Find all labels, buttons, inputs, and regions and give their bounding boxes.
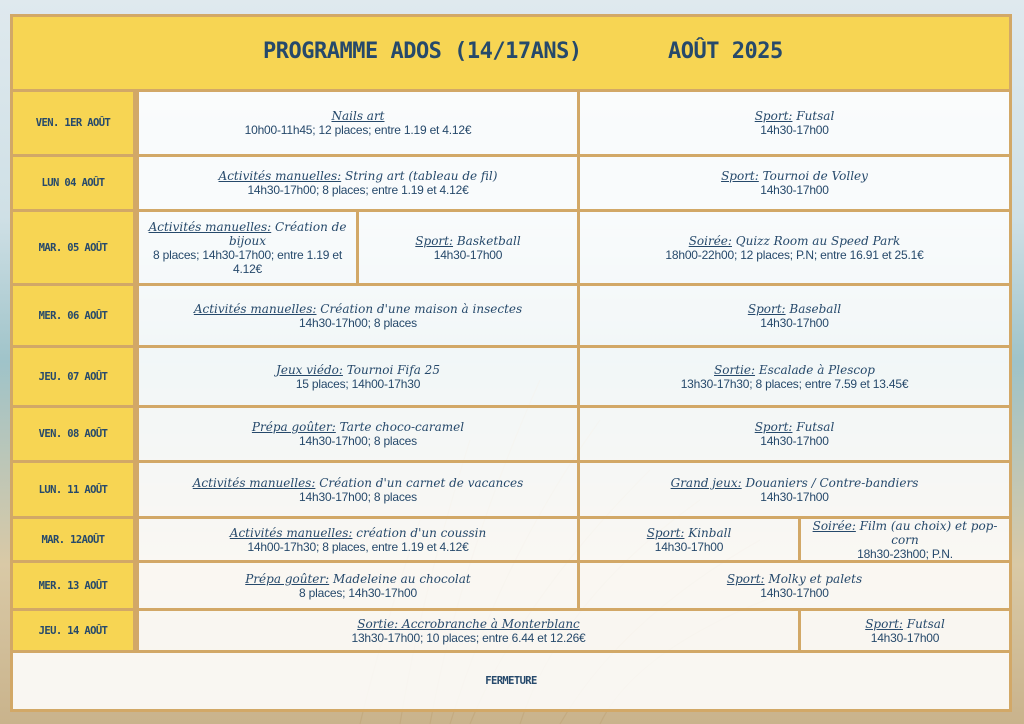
activity-title: Tournoi de Volley: [758, 169, 868, 183]
activity-details: 14h30-17h00: [760, 489, 829, 504]
activity-category: Activités manuelles:: [218, 169, 342, 183]
activity-cell: [136, 519, 577, 560]
day-label: VEN. 1ER AOÛT: [13, 92, 136, 154]
activity-title: Quizz Room au Speed Park: [731, 233, 901, 248]
activity-category: Sport:: [865, 616, 903, 631]
schedule-row: [13, 92, 1009, 154]
day-label: LUN. 11 AOÛT: [13, 463, 136, 516]
activity-details: 14h30-17h00; 8 places; entre 1.19 et 4.12€: [247, 183, 469, 197]
activity-cell: [356, 212, 577, 283]
activity-category: Sport:: [754, 420, 793, 434]
schedule-row: [13, 611, 1009, 650]
schedule-row: [13, 348, 1009, 405]
activity-details: 14h30-17h00; 8 places: [299, 315, 417, 330]
activity-category: Activités manuelles:: [229, 525, 353, 540]
day-label: MER. 13 AOÛT: [13, 563, 136, 608]
program-title: PROGRAMME ADOS (14/17ANS): [263, 39, 582, 64]
day-label: VEN. 08 AOÛT: [13, 408, 136, 460]
schedule-row: [13, 519, 1009, 560]
activity-category: Nails art: [331, 109, 385, 123]
activity-title: Création d'une maison à insectes: [316, 301, 523, 316]
activity-title: Futsal: [792, 420, 835, 434]
activity-category: Activités manuelles:: [148, 219, 272, 234]
activity-details: 15 places; 14h00-17h30: [295, 376, 421, 391]
activity-cell: [798, 611, 1009, 650]
activity-title: Tournoi Fifa 25: [342, 362, 440, 377]
activity-title: Madeleine au chocolat: [329, 571, 471, 586]
activity-title: Création de bijoux: [229, 219, 347, 248]
activity-details: 18h00-22h00; 12 places; P.N; entre 16.91 et 25.1€: [665, 247, 924, 262]
activity-details: 10h00-11h45; 12 places; entre 1.19 et 4.12€: [244, 123, 472, 137]
schedule-row: [13, 463, 1009, 516]
day-label: MAR. 12AOÛT: [13, 519, 136, 560]
activity-category: Sport:: [646, 525, 685, 540]
activity-cell: [136, 348, 577, 405]
activity-details: 14h30-17h00: [760, 183, 829, 197]
activity-details: 8 places; 14h30-17h00: [299, 585, 417, 600]
activity-title: Baseball: [785, 301, 842, 316]
activity-details: 14h30-17h00: [433, 247, 503, 262]
activity-title: création d'un coussin: [352, 525, 487, 540]
activity-cell: [136, 611, 798, 650]
activity-cell: [136, 563, 577, 608]
activity-title: Escalade à Plescop: [755, 362, 875, 377]
activity-details: 14h30-17h00: [760, 585, 829, 600]
activity-title: String art (tableau de fil): [341, 169, 498, 183]
activity-category: Sport:: [754, 109, 793, 123]
activity-details: 14h00-17h30; 8 places, entre 1.19 et 4.12€: [247, 539, 469, 554]
activity-cell: [577, 408, 1009, 460]
activity-category: Sport:: [726, 571, 765, 586]
activity-details: 14h30-17h00: [870, 630, 940, 645]
activity-category: Grand jeux:: [670, 475, 742, 490]
activity-title: Futsal: [792, 109, 835, 123]
activity-category: Activités manuelles:: [192, 475, 316, 490]
activity-cell: [136, 157, 577, 209]
header-bar: [13, 17, 1009, 92]
activity-title: Film (au choix) et pop-corn: [855, 518, 998, 547]
activity-cell: [577, 157, 1009, 209]
activity-cell: [577, 286, 1009, 345]
activity-cell: [577, 212, 1009, 283]
schedule-row: [13, 157, 1009, 209]
day-label: JEU. 14 AOÛT: [13, 611, 136, 650]
activity-details: 14h30-17h00; 8 places: [299, 489, 417, 504]
activity-cell: [136, 92, 577, 154]
activity-details: 18h30-23h00; P.N.: [857, 546, 953, 561]
day-label: MAR. 05 AOÛT: [13, 212, 136, 283]
activity-cell: [577, 519, 798, 560]
activity-cell: [577, 92, 1009, 154]
schedule-row: [13, 286, 1009, 345]
activity-details: 14h30-17h00; 8 places: [299, 434, 417, 448]
activity-cell: [136, 408, 577, 460]
activity-details: 14h30-17h00: [760, 434, 829, 448]
activity-category: Soirée:: [812, 518, 856, 533]
activity-title: Basketball: [453, 233, 521, 248]
schedule-sheet: [10, 14, 1012, 712]
program-month: AOÛT 2025: [668, 39, 783, 64]
activity-cell: [577, 563, 1009, 608]
activity-details: 14h30-17h00: [760, 315, 829, 330]
activity-category: Sport:: [747, 301, 786, 316]
activity-title: Douaniers / Contre-bandiers: [741, 475, 919, 490]
activity-details: 14h30-17h00: [760, 123, 829, 137]
activity-category: Sport:: [721, 169, 759, 183]
activity-cell: [136, 286, 577, 345]
activity-category: Sport:: [415, 233, 454, 248]
activity-title: Futsal: [902, 616, 945, 631]
activity-category: Activités manuelles:: [193, 301, 317, 316]
activity-category: Prépa goûter:: [251, 420, 336, 434]
activity-cell: [577, 463, 1009, 516]
activity-title: Création d'un carnet de vacances: [315, 475, 524, 490]
activity-category: Prépa goûter:: [245, 571, 330, 586]
activity-title: Kinball: [684, 525, 732, 540]
day-label: JEU. 07 AOÛT: [13, 348, 136, 405]
day-label: LUN 04 AOÛT: [13, 157, 136, 209]
activity-cell: [798, 519, 1009, 560]
activity-cell: [136, 212, 356, 283]
activity-category: Sortie:: [714, 362, 756, 377]
activity-title: Tarte choco-caramel: [335, 420, 465, 434]
schedule-row: [13, 563, 1009, 608]
activity-title: Molky et palets: [764, 571, 863, 586]
activity-cell: [136, 463, 577, 516]
activity-details: 13h30-17h30; 8 places; entre 7.59 et 13.45€: [680, 376, 909, 391]
activity-category: Sortie: Accrobranche à Monterblanc: [357, 616, 580, 631]
activity-category: Soirée:: [688, 233, 732, 248]
schedule-row: [13, 408, 1009, 460]
schedule-row: [13, 212, 1009, 283]
day-label: MER. 06 AOÛT: [13, 286, 136, 345]
activity-details: 14h30-17h00: [654, 539, 724, 554]
closing-label: FERMETURE: [13, 653, 1009, 709]
activity-category: Jeux viédo:: [276, 362, 343, 377]
activity-details: 13h30-17h00; 10 places; entre 6.44 et 12.26€: [351, 630, 586, 645]
activity-details: 8 places; 14h30-17h00; entre 1.19 et 4.12€: [153, 247, 342, 276]
activity-cell: [577, 348, 1009, 405]
